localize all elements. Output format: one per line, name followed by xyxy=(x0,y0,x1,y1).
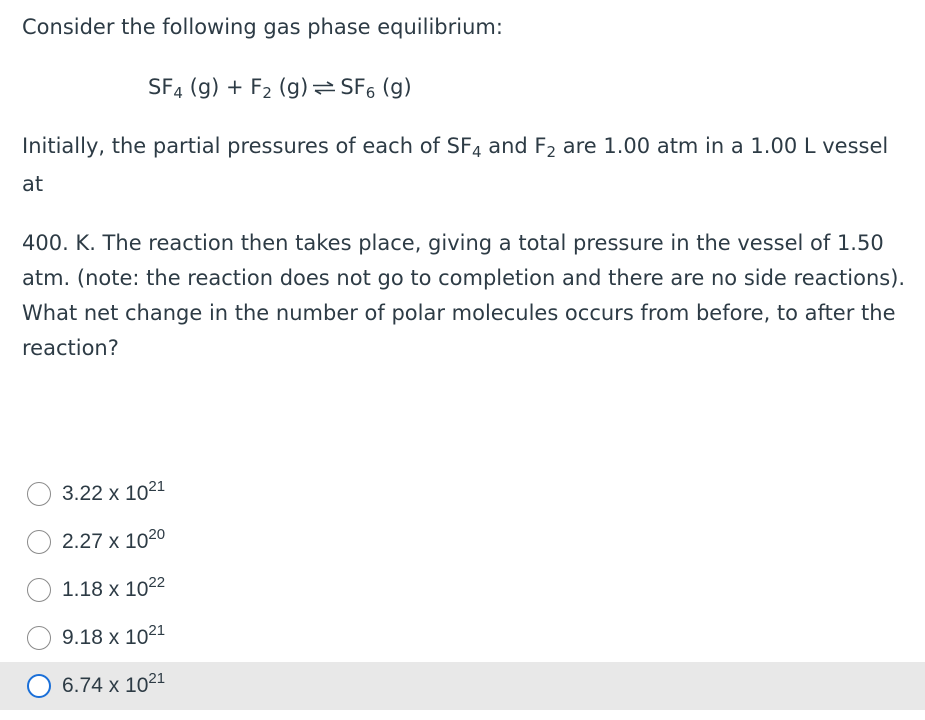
answer-label xyxy=(62,574,166,602)
initially-part2: and F xyxy=(481,134,547,158)
answer-exponent: 21 xyxy=(148,670,166,687)
answer-label xyxy=(62,478,166,506)
answer-options xyxy=(0,470,925,710)
answer-exponent: 20 xyxy=(148,526,166,543)
answer-option-4[interactable] xyxy=(0,614,925,662)
radio-button[interactable] xyxy=(27,482,51,506)
answer-option-3[interactable] xyxy=(0,566,925,614)
paragraph-line: atm. (note: the reaction does not go to completion and there are no side reactions). xyxy=(22,266,906,290)
initially-sub1: 4 xyxy=(472,143,482,161)
question-intro: Consider the following gas phase equilibrium: xyxy=(22,15,503,39)
answer-option-1[interactable] xyxy=(0,470,925,518)
sf6-subscript: 6 xyxy=(365,84,376,102)
reactant-sf4: SF xyxy=(148,75,174,99)
answer-exponent: 21 xyxy=(148,478,166,495)
answer-mantissa: 1.18 x 10 xyxy=(62,578,149,601)
equilibrium-equation xyxy=(148,70,412,105)
answer-option-2[interactable] xyxy=(0,518,925,566)
initial-conditions-text xyxy=(22,129,888,164)
paragraph-line: What net change in the number of polar molecules occurs from before, to after the xyxy=(22,301,896,325)
reactant-f2: (g) + F xyxy=(182,75,263,99)
answer-label xyxy=(62,526,166,554)
question-paragraph xyxy=(22,226,912,366)
answer-exponent: 21 xyxy=(148,622,166,639)
radio-button[interactable] xyxy=(27,674,51,698)
answer-mantissa: 9.18 x 10 xyxy=(62,626,149,649)
answer-mantissa: 3.22 x 10 xyxy=(62,482,149,505)
radio-button[interactable] xyxy=(27,626,51,650)
answer-exponent: 22 xyxy=(148,574,166,591)
sf4-subscript: 4 xyxy=(173,84,183,102)
answer-mantissa: 6.74 x 10 xyxy=(62,674,149,697)
paragraph-line: reaction? xyxy=(22,336,119,360)
answer-label xyxy=(62,622,166,650)
f2-phase: (g) xyxy=(271,75,309,99)
radio-button[interactable] xyxy=(27,578,51,602)
initially-part3: are 1.00 atm in a 1.00 L vessel xyxy=(556,134,889,158)
paragraph-line: 400. K. The reaction then takes place, giving a total pressure in the vessel of 1.50 xyxy=(22,231,884,255)
radio-button[interactable] xyxy=(27,530,51,554)
at-text: at xyxy=(22,172,44,196)
initially-part1: Initially, the partial pressures of each of SF xyxy=(22,134,473,158)
product-sf6: SF xyxy=(340,75,366,99)
initially-sub2: 2 xyxy=(546,143,557,161)
answer-mantissa: 2.27 x 10 xyxy=(62,530,149,553)
equilibrium-arrow-icon xyxy=(311,81,337,95)
sf6-phase: (g) xyxy=(375,75,412,99)
f2-subscript: 2 xyxy=(262,84,272,102)
answer-label xyxy=(62,670,166,698)
answer-option-5[interactable] xyxy=(0,662,925,710)
